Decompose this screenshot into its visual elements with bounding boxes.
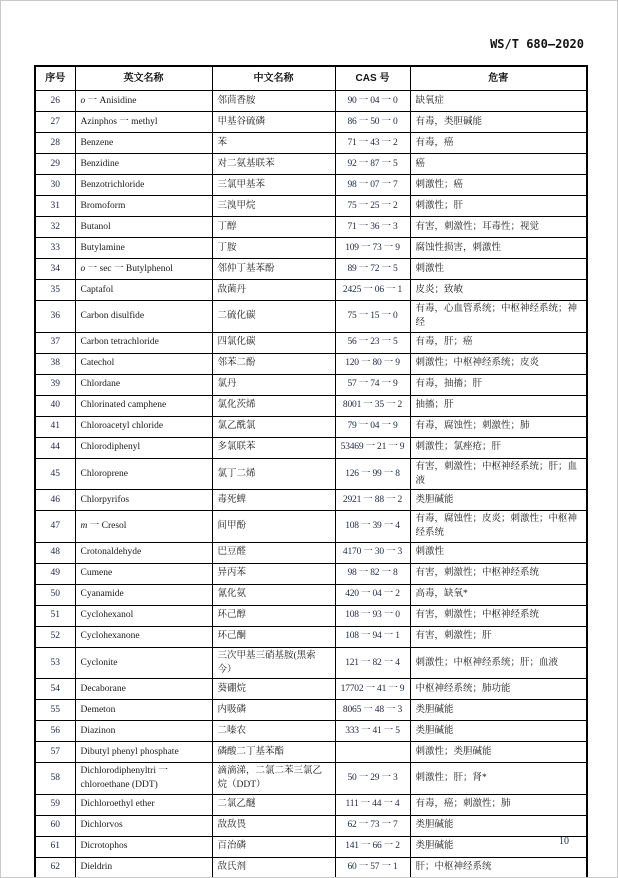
table-row	[35, 626, 587, 647]
cell-serial: 35	[35, 280, 75, 301]
cell-serial: 62	[35, 857, 75, 878]
table-row	[35, 815, 587, 836]
cell-english-name: m 一 Cresol	[75, 511, 212, 543]
cell-english-name: Dibutyl phenyl phosphate	[75, 742, 212, 763]
cell-hazard: 刺激性；肝	[410, 196, 587, 217]
cell-english-name: Chloroprene	[75, 458, 212, 490]
cell-serial: 61	[35, 836, 75, 857]
cell-english-name: Butanol	[75, 217, 212, 238]
cell-english-name: Dieldrin	[75, 857, 212, 878]
cell-english-name: Bromoform	[75, 196, 212, 217]
cell-serial: 58	[35, 763, 75, 795]
cell-chinese-name: 葵硼烷	[212, 679, 335, 700]
cell-cas-number: 420 一 04 一 2	[335, 584, 410, 605]
cell-chinese-name: 敌敌畏	[212, 815, 335, 836]
table-row	[35, 679, 587, 700]
table-row	[35, 175, 587, 196]
cell-cas-number: 8065 一 48 一 3	[335, 700, 410, 721]
cell-cas-number: 141 一 66 一 2	[335, 836, 410, 857]
cell-serial: 55	[35, 700, 75, 721]
cell-cas-number: 89 一 72 一 5	[335, 259, 410, 280]
cell-serial: 48	[35, 542, 75, 563]
cell-serial: 57	[35, 742, 75, 763]
column-header-chinese-name: 中文名称	[212, 66, 335, 91]
cell-chinese-name: 内吸磷	[212, 700, 335, 721]
cell-english-name: Dichlorodiphenyltri 一 chloroethane (DDT)	[75, 763, 212, 795]
cell-hazard: 有毒，腐蚀性；刺激性；肺	[410, 416, 587, 437]
cell-english-name: Captafol	[75, 280, 212, 301]
cell-cas-number: 71 一 43 一 2	[335, 133, 410, 154]
column-header-cas-number: CAS 号	[335, 66, 410, 91]
cell-serial: 50	[35, 584, 75, 605]
cell-hazard: 有毒，心血管系统；中枢神经系统；神经	[410, 301, 587, 333]
cell-chinese-name: 二嗪农	[212, 721, 335, 742]
table-row	[35, 511, 587, 543]
page-number: 10	[559, 836, 569, 847]
cell-serial: 32	[35, 217, 75, 238]
table-row	[35, 196, 587, 217]
cell-chinese-name: 敌菌丹	[212, 280, 335, 301]
cell-cas-number: 90 一 04 一 0	[335, 91, 410, 112]
cell-cas-number: 56 一 23 一 5	[335, 332, 410, 353]
table-row	[35, 238, 587, 259]
cell-chinese-name: 四氯化碳	[212, 332, 335, 353]
cell-hazard: 刺激性；中枢神经系统；皮炎	[410, 353, 587, 374]
cell-cas-number: 4170 一 30 一 3	[335, 542, 410, 563]
cell-hazard: 刺激性；癌	[410, 175, 587, 196]
standard-code-header: WS/T 680—2020	[490, 37, 584, 51]
table-row	[35, 353, 587, 374]
cell-hazard: 腐蚀性损害，刺激性	[410, 238, 587, 259]
cell-hazard: 肝；中枢神经系统	[410, 857, 587, 878]
table-row	[35, 259, 587, 280]
cell-hazard: 有毒，癌；刺激性；肺	[410, 794, 587, 815]
table-row	[35, 217, 587, 238]
cell-serial: 41	[35, 416, 75, 437]
cell-hazard: 有害，刺激性；肝	[410, 626, 587, 647]
cell-cas-number: 109 一 73 一 9	[335, 238, 410, 259]
table-row	[35, 584, 587, 605]
cell-hazard: 有毒，肝；癌	[410, 332, 587, 353]
table-row	[35, 763, 587, 795]
cell-english-name: Diazinon	[75, 721, 212, 742]
cell-english-name: Benzidine	[75, 154, 212, 175]
cell-chinese-name: 丁胺	[212, 238, 335, 259]
cell-chinese-name: 甲基谷硫磷	[212, 112, 335, 133]
table-row	[35, 794, 587, 815]
cell-serial: 54	[35, 679, 75, 700]
table-row	[35, 91, 587, 112]
cell-chinese-name: 邻茴香胺	[212, 91, 335, 112]
cell-hazard: 刺激性	[410, 259, 587, 280]
cell-cas-number: 108 一 94 一 1	[335, 626, 410, 647]
table-row	[35, 395, 587, 416]
cell-hazard: 有害，刺激性；中枢神经系统；肝；血液	[410, 458, 587, 490]
cell-cas-number: 17702 一 41 一 9	[335, 679, 410, 700]
cell-cas-number: 121 一 82 一 4	[335, 647, 410, 679]
cell-serial: 27	[35, 112, 75, 133]
cell-serial: 29	[35, 154, 75, 175]
cell-serial: 59	[35, 794, 75, 815]
cell-serial: 30	[35, 175, 75, 196]
cell-hazard: 类胆碱能	[410, 490, 587, 511]
table-body	[35, 91, 587, 878]
cell-cas-number: 62 一 73 一 7	[335, 815, 410, 836]
cell-chinese-name: 巴豆醛	[212, 542, 335, 563]
cell-english-name: Dichlorvos	[75, 815, 212, 836]
cell-hazard: 刺激性；氯痤疮；肝	[410, 437, 587, 458]
cell-english-name: Demeton	[75, 700, 212, 721]
column-header-hazard: 危害	[410, 66, 587, 91]
cell-hazard: 有毒，类胆碱能	[410, 112, 587, 133]
cell-chinese-name: 邻仲丁基苯酚	[212, 259, 335, 280]
cell-serial: 60	[35, 815, 75, 836]
cell-english-name: Azinphos 一 methyl	[75, 112, 212, 133]
cell-cas-number: 98 一 82 一 8	[335, 563, 410, 584]
cell-hazard: 有毒，抽搐；肝	[410, 374, 587, 395]
table-row	[35, 490, 587, 511]
cell-cas-number: 108 一 93 一 0	[335, 605, 410, 626]
table-row	[35, 416, 587, 437]
cell-chinese-name: 环己酮	[212, 626, 335, 647]
cell-chinese-name: 氯乙酰氯	[212, 416, 335, 437]
cell-chinese-name: 邻苯二酚	[212, 353, 335, 374]
cell-serial: 49	[35, 563, 75, 584]
cell-cas-number: 2921 一 88 一 2	[335, 490, 410, 511]
cell-hazard: 刺激性；类胆碱能	[410, 742, 587, 763]
cell-serial: 47	[35, 511, 75, 543]
cell-serial: 33	[35, 238, 75, 259]
cell-cas-number: 333 一 41 一 5	[335, 721, 410, 742]
cell-hazard: 类胆碱能	[410, 721, 587, 742]
cell-hazard: 缺氧症	[410, 91, 587, 112]
cell-english-name: Cyclohexanone	[75, 626, 212, 647]
table-row	[35, 742, 587, 763]
cell-serial: 31	[35, 196, 75, 217]
cell-cas-number	[335, 742, 410, 763]
cell-chinese-name: 二氯乙醚	[212, 794, 335, 815]
cell-hazard: 类胆碱能	[410, 836, 587, 857]
cell-chinese-name: 三溴甲烷	[212, 196, 335, 217]
cell-serial: 53	[35, 647, 75, 679]
cell-english-name: Dichloroethyl ether	[75, 794, 212, 815]
cell-cas-number: 126 一 99 一 8	[335, 458, 410, 490]
table-row	[35, 563, 587, 584]
cell-english-name: Benzene	[75, 133, 212, 154]
cell-english-name: Cumene	[75, 563, 212, 584]
cell-cas-number: 50 一 29 一 3	[335, 763, 410, 795]
cell-chinese-name: 毒死蜱	[212, 490, 335, 511]
table-row	[35, 700, 587, 721]
cell-serial: 45	[35, 458, 75, 490]
cell-chinese-name: 间甲酚	[212, 511, 335, 543]
column-header-english-name: 英文名称	[75, 66, 212, 91]
cell-english-name: o 一 sec 一 Butylphenol	[75, 259, 212, 280]
cell-cas-number: 98 一 07 一 7	[335, 175, 410, 196]
cell-english-name: Catechol	[75, 353, 212, 374]
table-header-row	[35, 66, 587, 91]
cell-hazard: 类胆碱能	[410, 815, 587, 836]
cell-english-name: Cyclonite	[75, 647, 212, 679]
cell-serial: 34	[35, 259, 75, 280]
cell-chinese-name: 环己醇	[212, 605, 335, 626]
cell-hazard: 刺激性；中枢神经系统；肝；血液	[410, 647, 587, 679]
chemicals-table	[34, 65, 588, 878]
column-header-serial: 序号	[35, 66, 75, 91]
cell-chinese-name: 二硫化碳	[212, 301, 335, 333]
cell-hazard: 类胆碱能	[410, 700, 587, 721]
cell-cas-number: 2425 一 06 一 1	[335, 280, 410, 301]
cell-english-name: Carbon disulfide	[75, 301, 212, 333]
table-row	[35, 374, 587, 395]
table-row	[35, 154, 587, 175]
cell-chinese-name: 氰化氨	[212, 584, 335, 605]
cell-cas-number: 75 一 15 一 0	[335, 301, 410, 333]
cell-chinese-name: 氯丁二烯	[212, 458, 335, 490]
cell-chinese-name: 磷酸二丁基苯酯	[212, 742, 335, 763]
cell-serial: 28	[35, 133, 75, 154]
cell-serial: 56	[35, 721, 75, 742]
cell-english-name: Chlorpyrifos	[75, 490, 212, 511]
cell-chinese-name: 氯丹	[212, 374, 335, 395]
cell-english-name: Chlorodiphenyl	[75, 437, 212, 458]
cell-chinese-name: 异丙苯	[212, 563, 335, 584]
cell-chinese-name: 丁醇	[212, 217, 335, 238]
cell-cas-number: 92 一 87 一 5	[335, 154, 410, 175]
cell-serial: 36	[35, 301, 75, 333]
cell-cas-number: 8001 一 35 一 2	[335, 395, 410, 416]
cell-english-name: Cyanamide	[75, 584, 212, 605]
cell-serial: 44	[35, 437, 75, 458]
cell-english-name: Cyclohexanol	[75, 605, 212, 626]
cell-serial: 51	[35, 605, 75, 626]
cell-english-name: Dicrotophos	[75, 836, 212, 857]
cell-cas-number: 120 一 80 一 9	[335, 353, 410, 374]
cell-chinese-name: 多氯联苯	[212, 437, 335, 458]
cell-serial: 38	[35, 353, 75, 374]
cell-cas-number: 75 一 25 一 2	[335, 196, 410, 217]
cell-hazard: 中枢神经系统；肺功能	[410, 679, 587, 700]
cell-chinese-name: 对二氨基联苯	[212, 154, 335, 175]
cell-cas-number: 57 一 74 一 9	[335, 374, 410, 395]
table-row	[35, 857, 587, 878]
cell-english-name: Chlorinated camphene	[75, 395, 212, 416]
cell-serial: 40	[35, 395, 75, 416]
cell-cas-number: 53469 一 21 一 9	[335, 437, 410, 458]
cell-chinese-name: 三氯甲基苯	[212, 175, 335, 196]
cell-chinese-name: 敌氏剂	[212, 857, 335, 878]
cell-serial: 52	[35, 626, 75, 647]
cell-hazard: 癌	[410, 154, 587, 175]
cell-english-name: Benzotrichloride	[75, 175, 212, 196]
cell-cas-number: 86 一 50 一 0	[335, 112, 410, 133]
table-row	[35, 605, 587, 626]
cell-cas-number: 60 一 57 一 1	[335, 857, 410, 878]
cell-hazard: 皮炎；致敏	[410, 280, 587, 301]
cell-chinese-name: 三次甲基三硝基胺(黑索今）	[212, 647, 335, 679]
cell-chinese-name: 百治磷	[212, 836, 335, 857]
cell-hazard: 有毒，腐蚀性；皮炎；刺激性；中枢神经系统	[410, 511, 587, 543]
table-row	[35, 836, 587, 857]
cell-cas-number: 79 一 04 一 9	[335, 416, 410, 437]
cell-serial: 46	[35, 490, 75, 511]
cell-chinese-name: 滴滴涕，二氯二苯三氯乙烷（DDT）	[212, 763, 335, 795]
table-row	[35, 112, 587, 133]
cell-hazard: 有害，刺激性；中枢神经系统	[410, 605, 587, 626]
table-row	[35, 332, 587, 353]
cell-cas-number: 111 一 44 一 4	[335, 794, 410, 815]
table-row	[35, 437, 587, 458]
cell-chinese-name: 氯化茨烯	[212, 395, 335, 416]
table-row	[35, 280, 587, 301]
cell-serial: 39	[35, 374, 75, 395]
table-row	[35, 458, 587, 490]
table-row	[35, 647, 587, 679]
cell-serial: 26	[35, 91, 75, 112]
cell-hazard: 抽搐；肝	[410, 395, 587, 416]
cell-english-name: Butylamine	[75, 238, 212, 259]
table-row	[35, 721, 587, 742]
cell-english-name: Decaborane	[75, 679, 212, 700]
cell-serial: 37	[35, 332, 75, 353]
cell-english-name: o 一 Anisidine	[75, 91, 212, 112]
cell-hazard: 有害，刺激性；耳毒性；视觉	[410, 217, 587, 238]
cell-hazard: 有毒，癌	[410, 133, 587, 154]
cell-hazard: 刺激性	[410, 542, 587, 563]
cell-cas-number: 108 一 39 一 4	[335, 511, 410, 543]
cell-hazard: 高毒，缺氧*	[410, 584, 587, 605]
cell-hazard: 刺激性；肝；肾*	[410, 763, 587, 795]
cell-english-name: Chlordane	[75, 374, 212, 395]
cell-chinese-name: 苯	[212, 133, 335, 154]
table-row	[35, 542, 587, 563]
cell-hazard: 有害，刺激性；中枢神经系统	[410, 563, 587, 584]
table-row	[35, 133, 587, 154]
cell-cas-number: 71 一 36 一 3	[335, 217, 410, 238]
cell-english-name: Chloroacetyl chloride	[75, 416, 212, 437]
cell-english-name: Crotonaldehyde	[75, 542, 212, 563]
cell-english-name: Carbon tetrachloride	[75, 332, 212, 353]
table-row	[35, 301, 587, 333]
